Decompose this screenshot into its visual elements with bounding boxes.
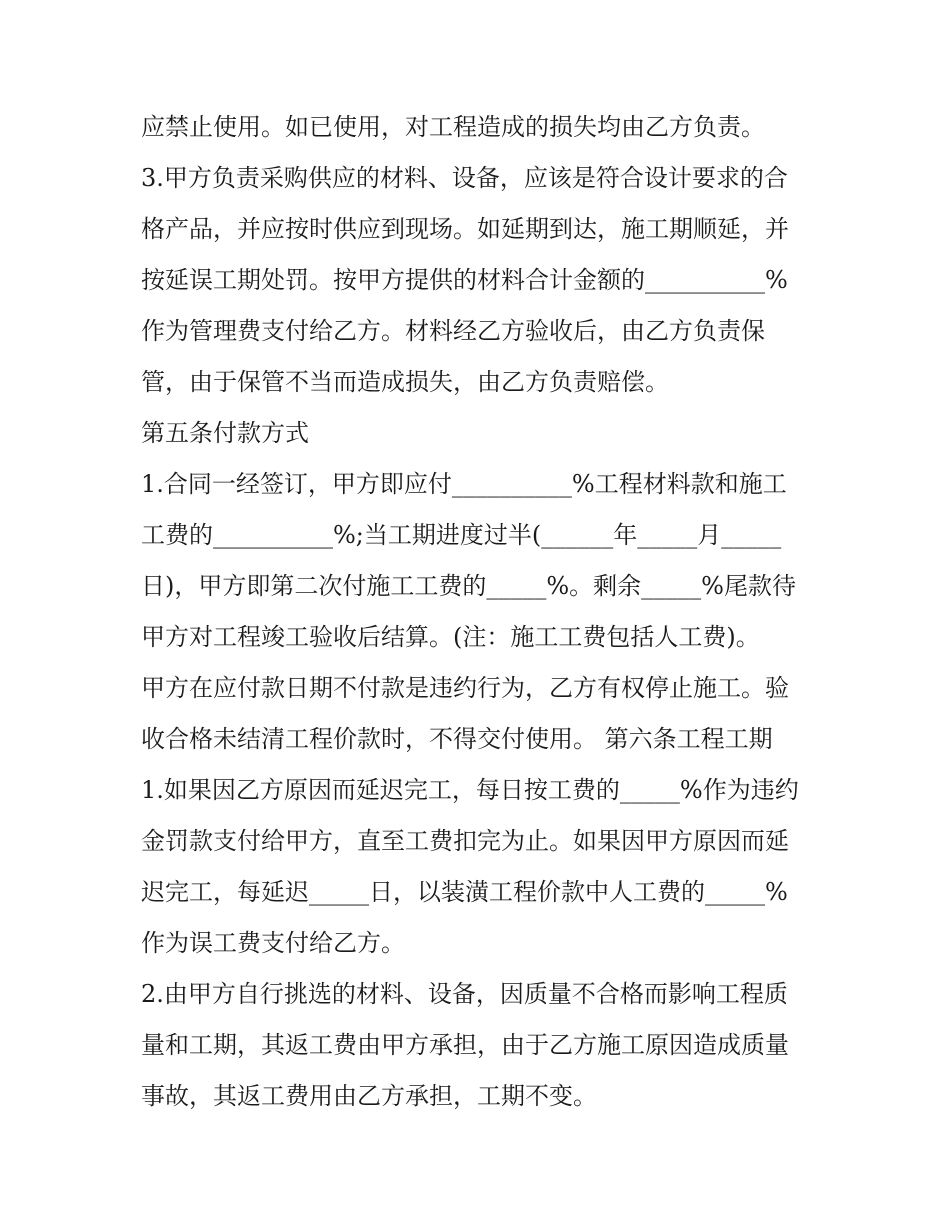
text-line: 日)，甲方即第二次付施工工费的_____%。剩余_____%尾款待 — [141, 572, 796, 600]
text-line: 量和工期，其返工费由甲方承担，由于乙方施工原因造成质量 — [141, 1031, 789, 1059]
text-line: 格产品，并应按时供应到现场。如延期到达，施工期顺延，并 — [141, 215, 789, 243]
text-line: 1.合同一经签订，甲方即应付__________%工程材料款和施工 — [141, 470, 787, 498]
text-line: 按延误工期处罚。按甲方提供的材料合计金额的__________% — [141, 266, 788, 294]
text-line: 3.甲方负责采购供应的材料、设备，应该是符合设计要求的合 — [141, 164, 788, 192]
text-line: 金罚款支付给甲方，直至工费扣完为止。如果因甲方原因而延 — [141, 827, 789, 855]
text-line: 事故，其返工费用由乙方承担，工期不变。 — [141, 1082, 597, 1110]
text-line: 作为误工费支付给乙方。 — [141, 929, 405, 957]
contract-text — [141, 102, 813, 1122]
text-line: 作为管理费支付给乙方。材料经乙方验收后，由乙方负责保 — [141, 317, 765, 345]
section-heading: 第五条付款方式 — [141, 419, 309, 447]
text-line: 迟完工，每延迟_____日，以装潢工程价款中人工费的_____% — [141, 878, 788, 906]
text-line: 甲方在应付款日期不付款是违约行为，乙方有权停止施工。验 — [141, 674, 789, 702]
text-line: 收合格未结清工程价款时，不得交付使用。 第六条工程工期 — [141, 725, 773, 753]
text-line: 2.由甲方自行挑选的材料、设备，因质量不合格而影响工程质 — [141, 980, 788, 1008]
text-line: 管，由于保管不当而造成损失，由乙方负责赔偿。 — [141, 368, 669, 396]
text-line: 甲方对工程竣工验收后结算。(注：施工工费包括人工费)。 — [141, 623, 760, 651]
text-line: 应禁止使用。如已使用，对工程造成的损失均由乙方负责。 — [141, 113, 765, 141]
text-line: 工费的__________%;当工期进度过半(______年_____月_____ — [141, 521, 782, 549]
text-line: 1.如果因乙方原因而延迟完工，每日按工费的_____%作为违约 — [141, 776, 799, 804]
